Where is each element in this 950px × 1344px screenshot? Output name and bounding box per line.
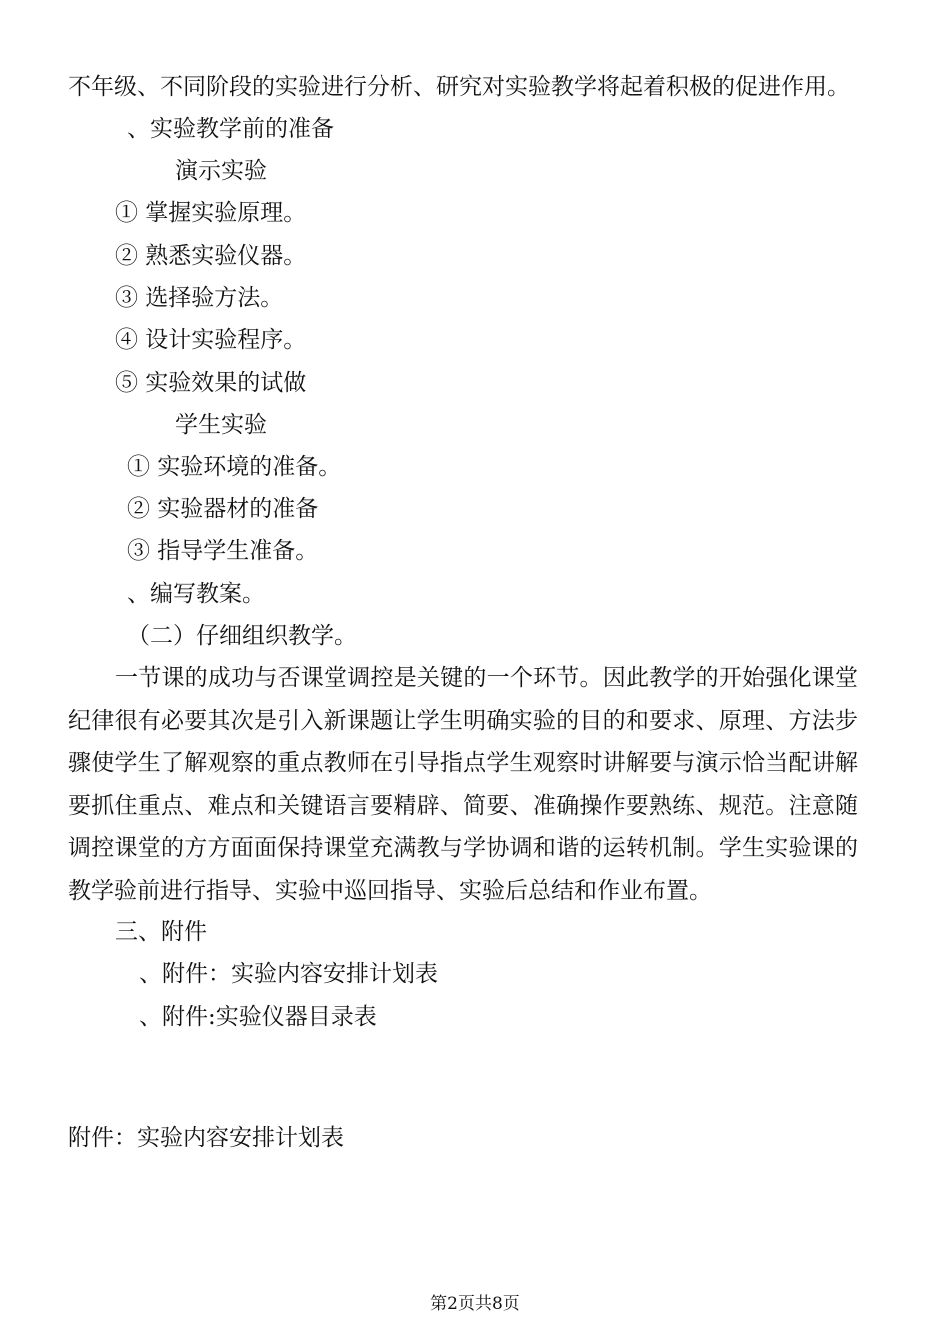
demo-item: ② 熟悉实验仪器。 [115, 243, 307, 269]
attachment-title: 附件：实验内容安排计划表 [68, 1125, 344, 1151]
student-item: ② 实验器材的准备 [127, 496, 319, 522]
lesson-plan-line: 、编写教案。 [127, 581, 265, 607]
attachment-item: 、附件:实验仪器目录表 [139, 1004, 377, 1030]
demo-item: ① 掌握实验原理。 [115, 200, 307, 226]
demo-item: ⑤ 实验效果的试做 [115, 370, 307, 396]
demo-item: ④ 设计实验程序。 [115, 327, 307, 353]
section-attachments-heading: 三、附件 [115, 919, 207, 945]
section-organize-heading: （二）仔细组织教学。 [127, 623, 357, 649]
organize-paragraph: 一节课的成功与否课堂调控是关键的一个环节。因此教学的开始强化课堂纪律很有必要其次是引入新课题让学生明确实验的目的和要求、原理、方法步骤使学生了解观察的重点教师在引导指点学生观察时讲解要与演示恰当配讲解要抓住重点、难点和关键语言要精辟、简要、准确操作要熟练、规范。注意随调控课堂的方方面面保持课堂充满教与学协调和谐的运转机制。学生实验课的教学验前进行指导、实验中巡回指导、实验后总结和作业布置。 [68, 665, 858, 904]
demo-experiment-title: 演示实验 [175, 158, 267, 184]
student-item: ③ 指导学生准备。 [127, 538, 319, 564]
student-experiment-title: 学生实验 [175, 412, 267, 438]
intro-line: 不年级、不同阶段的实验进行分析、研究对实验教学将起着积极的促进作用。 [68, 74, 850, 100]
demo-item: ③ 选择验方法。 [115, 285, 284, 311]
section-prep-heading: 、实验教学前的准备 [127, 116, 334, 142]
student-item: ① 实验环境的准备。 [127, 454, 342, 480]
attachment-item: 、附件：实验内容安排计划表 [139, 961, 438, 987]
page-number-footer: 第2页共8页 [430, 1294, 520, 1314]
